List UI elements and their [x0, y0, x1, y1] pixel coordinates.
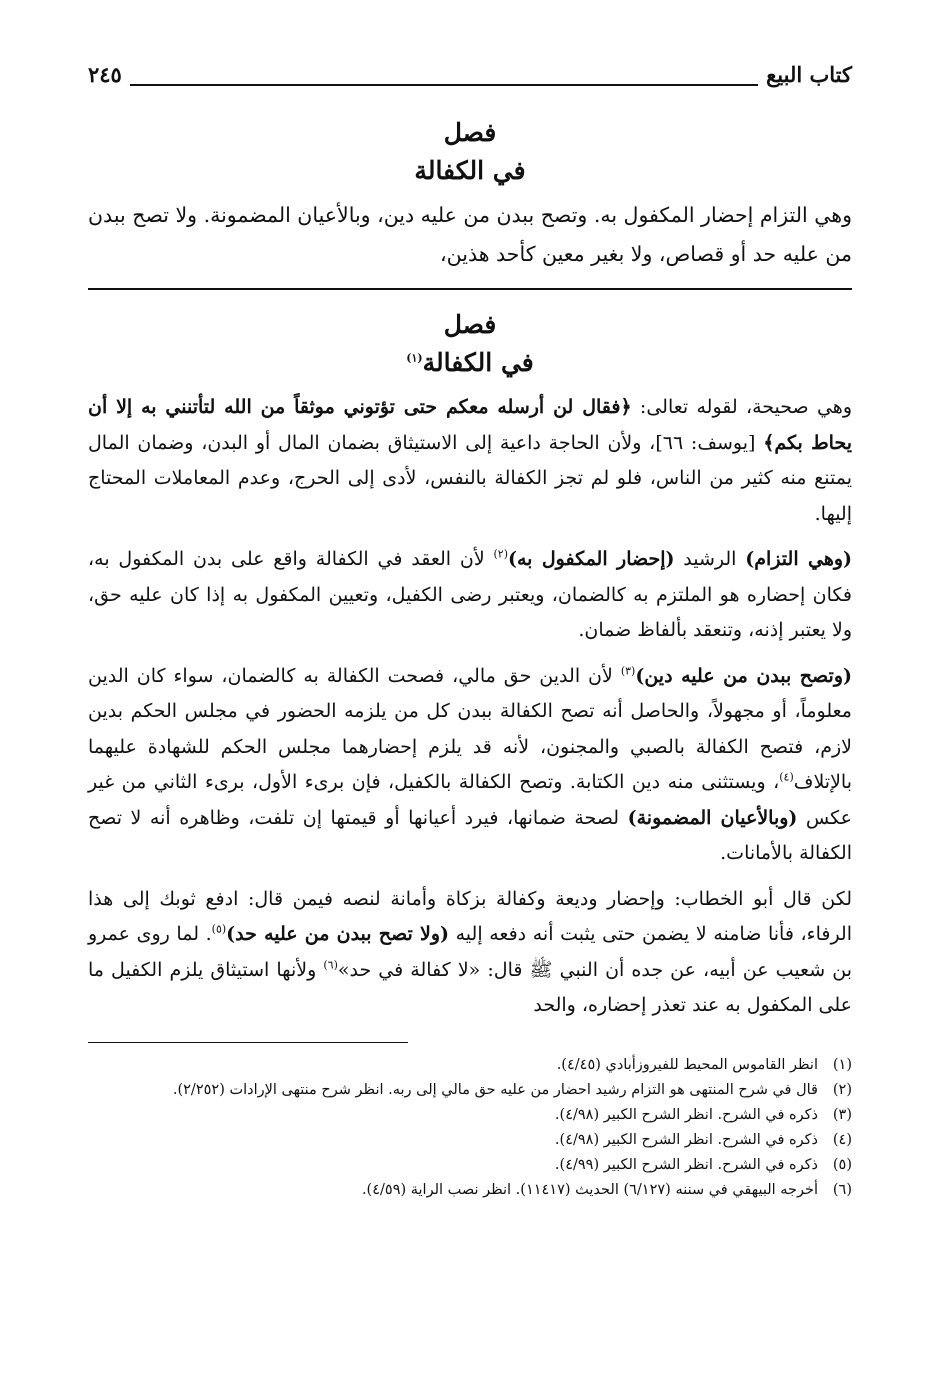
matn-quote: (وبالأعيان المضمونة) [627, 806, 798, 829]
section-divider [88, 288, 852, 290]
header-rule [88, 84, 852, 86]
footnote-item: (٦) أخرجه البيهقي في سننه (٦/١٢٧) الحديث (١١٤١٧). انظر نصب الراية (٤/٥٩). [361, 1181, 852, 1198]
footnote-ref[interactable]: (٤) [779, 770, 794, 784]
sharh-paragraph-1: وهي صحيحة، لقوله تعالى: ﴿فقال لن أرسله معكم حتى تؤتوني موثقاً من الله لتأتنني به إلا أن يحاط بكم﴾ [يوسف: ٦٦]، ولأن الحاجة داعية إلى الاستيثاق بضمان المال أو البدن، وضمان المال يمتنع منه كثير من الناس، فلو لم تجز الكفالة بالنفس، لأدى إلى الحرج، وعدم المعاملات المحتاج إليها. [88, 396, 852, 525]
matn-text: وهي التزام إحضار المكفول به. وتصح ببدن من عليه دين، وبالأعيان المضمونة. ولا تصح ببدن من عليه حد أو قصاص، ولا بغير معين كأحد هذين، [88, 203, 852, 266]
matn-quote: (ولا تصح ببدن من عليه حد) [226, 923, 449, 945]
footnote-item: (٣) ذكره في الشرح. انظر الشرح الكبير (٤/٩٨). [554, 1106, 852, 1123]
running-header [88, 60, 852, 94]
matn-quote: (إحضار المكفول به) [508, 548, 675, 570]
sharh-paragraph-3: (وتصح ببدن من عليه دين)$^{(٣)}$ لأن الدين حق مالي، فصحت الكفالة به كالضمان، سواء كان الدين معلوماً، أو مجهولاً، والحاصل أنه تصح الكفالة ببدن كل من يلزمه الحضور في مجلس الحكم بدين لازم، فتصح الكفالة بالصبي والمجنون، لأنه قد يلزم إحضارهما مجلس الحكم للشهادة عليهما بالإتلاف$^{(٤)}$، ويستثنى منه دين الكتابة. وتصح الكفالة بالكفيل، فإن برىء الأول، برىء الثاني من غير عكس (وبالأعيان المضمونة) لصحة ضمانها، فيرد أعيانها أو قيمتها إن تلفت، وظاهره أنه لا تصح الكفالة بالأمانات. [88, 664, 852, 864]
footnote-ref[interactable]: (٥) [211, 922, 227, 936]
footnote-ref[interactable]: (٢) [493, 547, 508, 561]
footnote-item: (٢) قال في شرح المنتهى هو التزام رشيد احضار من عليه حق مالي إلى ربه. انظر شرح منتهى الإرادات (٢/٢٥٢). [172, 1081, 852, 1098]
book-title: كتاب البيع [758, 62, 852, 87]
matn-heading-fasl: فصل [443, 118, 497, 147]
sharh-heading [88, 306, 852, 382]
sharh-heading-kafala: في الكفالة$^{(١)}$ [406, 348, 534, 377]
footnote-item: (١) انظر القاموس المحيط للفيروزأبادي (٤/٤٥). [556, 1056, 852, 1073]
matn-heading [88, 114, 852, 190]
footnote-ref[interactable]: (٣) [620, 664, 636, 678]
footnote-item: (٤) ذكره في الشرح. انظر الشرح الكبير (٤/٩٨). [554, 1131, 852, 1148]
sharh-paragraph-2: (وهي التزام) الرشيد (إحضار المكفول به)$^{(٢)}$ لأن العقد في الكفالة واقع على بدن المكفول به، فكان إحضاره هو الملتزم به كالضمان، ويعتبر رضى الكفيل، وتعيين المكفول به إذا كان عليه حق، ولا يعتبر إذنه، وتنعقد بألفاظ ضمان. [88, 547, 853, 641]
matn-quote: (وتصح ببدن من عليه دين) [635, 664, 852, 687]
sharh-heading-fasl: فصل [443, 310, 497, 339]
footnote-ref[interactable]: (١) [406, 351, 423, 365]
sharh-paragraph-4: لكن قال أبو الخطاب: وإحضار وديعة وكفالة بزكاة وأمانة لنصه فيمن قال: ادفع ثوبك إلى هذا الرفاء، فأنا ضامنه لا يضمن حتى يثبت أنه دفعه إليه (ولا تصح ببدن من عليه حد)$^{(٥)}$. لما روى عمرو بن شعيب عن أبيه، عن جده أن النبي ﷺ قال: «لا كفالة في حد»$^{(٦)}$ ولأنها استيثاق يلزم الكفيل ما على المكفول به عند تعذر إحضاره، والحد [88, 887, 853, 1016]
footnote-rule [88, 1042, 408, 1043]
matn-quote: (وهي التزام) [745, 548, 853, 570]
matn-heading-kafala: في الكفالة [414, 156, 526, 185]
quran-verse: ﴿فقال لن أرسله معكم حتى تؤتوني موثقاً من الله لتأتنني به إلا أن يحاط بكم﴾ [88, 396, 852, 454]
page [88, 60, 852, 1203]
page-number: ٢٤٥ [88, 62, 130, 87]
footnote-ref[interactable]: (٦) [323, 958, 338, 972]
footnotes [88, 1053, 852, 1203]
footnote-item: (٥) ذكره في الشرح. انظر الشرح الكبير (٤/٩٩). [554, 1156, 852, 1173]
